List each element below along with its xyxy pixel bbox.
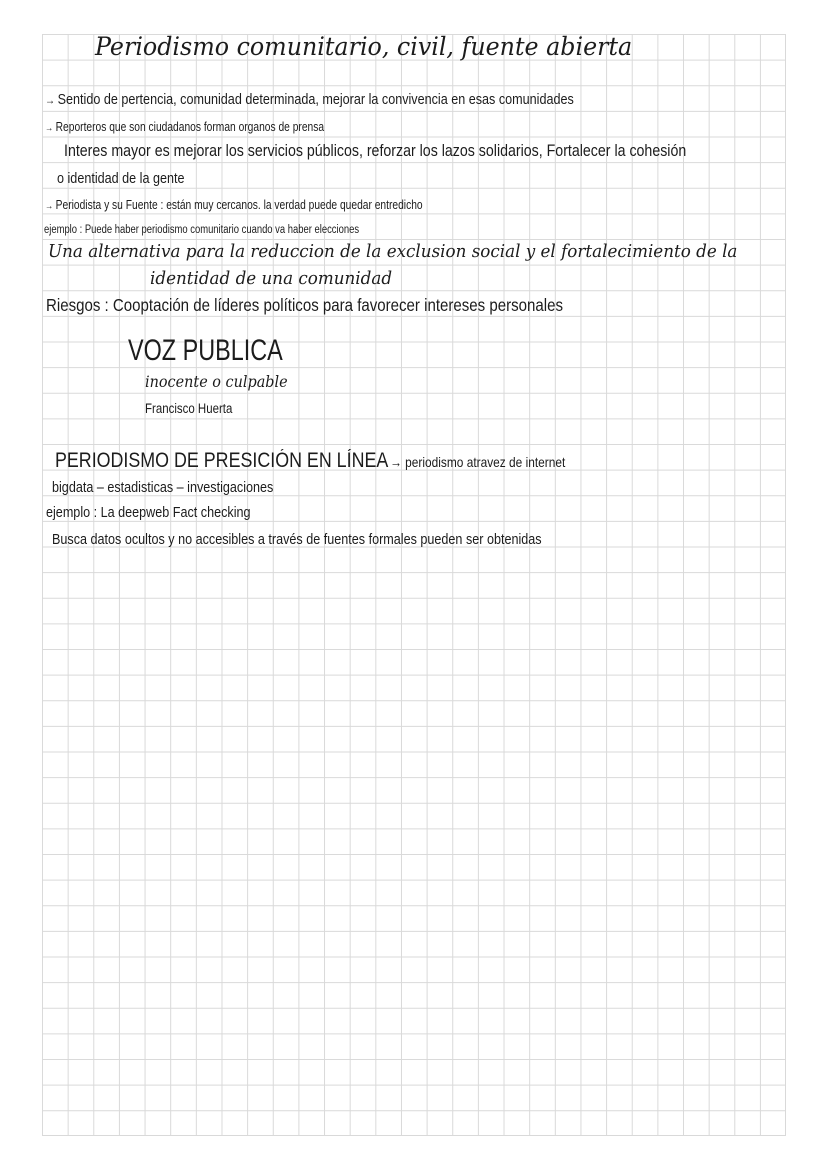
note-text: Interes mayor es mejorar los servicios públicos, reforzar los lazos solidarios, Fortalecer la cohesión bbox=[64, 142, 687, 160]
voz-publica-line-2: Francisco Huerta bbox=[145, 401, 233, 416]
arrow-icon: → bbox=[45, 93, 56, 107]
presicion-heading bbox=[55, 450, 565, 471]
arrow-icon: → bbox=[45, 123, 54, 134]
note-text: identidad de una comunidad bbox=[150, 268, 393, 289]
presicion-heading-note: → periodismo atravez de internet bbox=[389, 454, 566, 470]
presicion-line-1: bigdata – estadisticas – investigaciones bbox=[52, 479, 274, 496]
note-line-2 bbox=[45, 121, 324, 134]
presicion-line-3: Busca datos ocultos y no accesibles a través de fuentes formales pueden ser obtenidas bbox=[52, 531, 542, 548]
presicion-heading-text: PERIODISMO DE PRESICIÓN EN LÍNEA bbox=[55, 449, 389, 472]
presicion-line-2: ejemplo : La deepweb Fact checking bbox=[46, 504, 251, 521]
note-line-9-riesgos bbox=[46, 297, 563, 315]
note-text: Una alternativa para la reduccion de la exclusion social y el fortalecimiento de la bbox=[48, 241, 738, 262]
note-line-4 bbox=[57, 171, 185, 186]
note-text: Periodista y su Fuente : están muy cercanos. la verdad puede quedar entredicho bbox=[55, 198, 423, 212]
note-line-5 bbox=[45, 199, 423, 212]
page-title: Periodismo comunitario, civil, fuente abierta bbox=[95, 32, 633, 61]
note-text: o identidad de la gente bbox=[57, 170, 185, 187]
note-line-7 bbox=[48, 243, 737, 261]
note-text: Sentido de pertencia, comunidad determinada, mejorar la convivencia en esas comunidades bbox=[57, 91, 574, 108]
note-text: Reporteros que son ciudadanos forman organos de prensa bbox=[55, 120, 325, 134]
voz-publica-line-1: inocente o culpable bbox=[145, 372, 288, 391]
note-line-8 bbox=[150, 270, 392, 288]
arrow-icon: → bbox=[45, 201, 54, 212]
note-line-3 bbox=[64, 143, 686, 160]
note-text: ejemplo : Puede haber periodismo comunitario cuando va haber elecciones bbox=[44, 224, 360, 236]
note-text: Riesgos : Cooptación de líderes políticos para favorecer intereses personales bbox=[46, 295, 564, 315]
note-line-6 bbox=[44, 225, 359, 237]
note-line-1 bbox=[45, 92, 574, 107]
voz-publica-heading: VOZ PUBLICA bbox=[128, 334, 283, 367]
